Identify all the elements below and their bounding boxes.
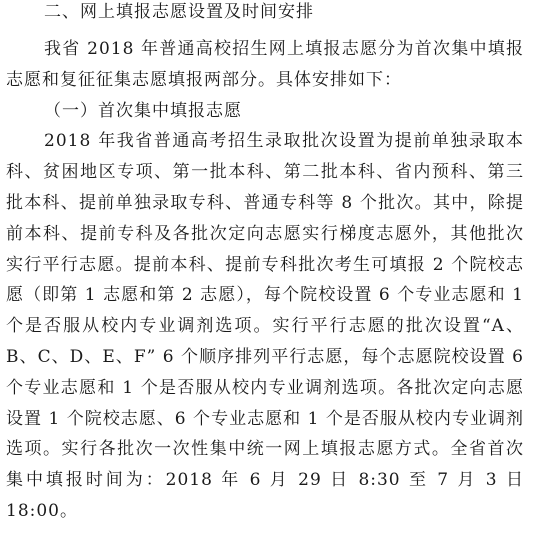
body-paragraph: 2018 年我省普通高考招生录取批次设置为提前单独录取本科、贫困地区专项、第一批本科、第二批本科、省内预科、第三批本科、提前单独录取专科、普通专科等 8 个批次。其中，除提前本科、提前专科及各批次定向志愿实行梯度志愿外，其他批次实行平行志愿。提前本科、提前专科批次考生可填报 2 个院校志愿（即第 1 志愿和第 2 志愿），每个院校设置 6 个专业志愿和 1 个是否服从校内专业调剂选项。实行平行志愿的批次设置“A、B、C、D、E、F” 6 个顺序排列平行志愿，每个志愿院校设置 6 个专业志愿和 1 个是否服从校内专业调剂选项。各批次定向志愿设置 1 个院校志愿、6 个专业志愿和 1 个是否服从校内专业调剂选项。实行各批次一次性集中统一网上填报志愿方式。全省首次集中填报时间为：2018 年 6 月 29 日 8:30 至 7 月 3 日 18:00。 [6,131,524,521]
intro-paragraph: 我省 2018 年普通高校招生网上填报志愿分为首次集中填报志愿和复征征集志愿填报两部分。具体安排如下： [6,39,524,90]
subsection-heading: （一）首次集中填报志愿 [44,100,242,121]
section-heading: 二、网上填报志愿设置及时间安排 [44,2,314,22]
